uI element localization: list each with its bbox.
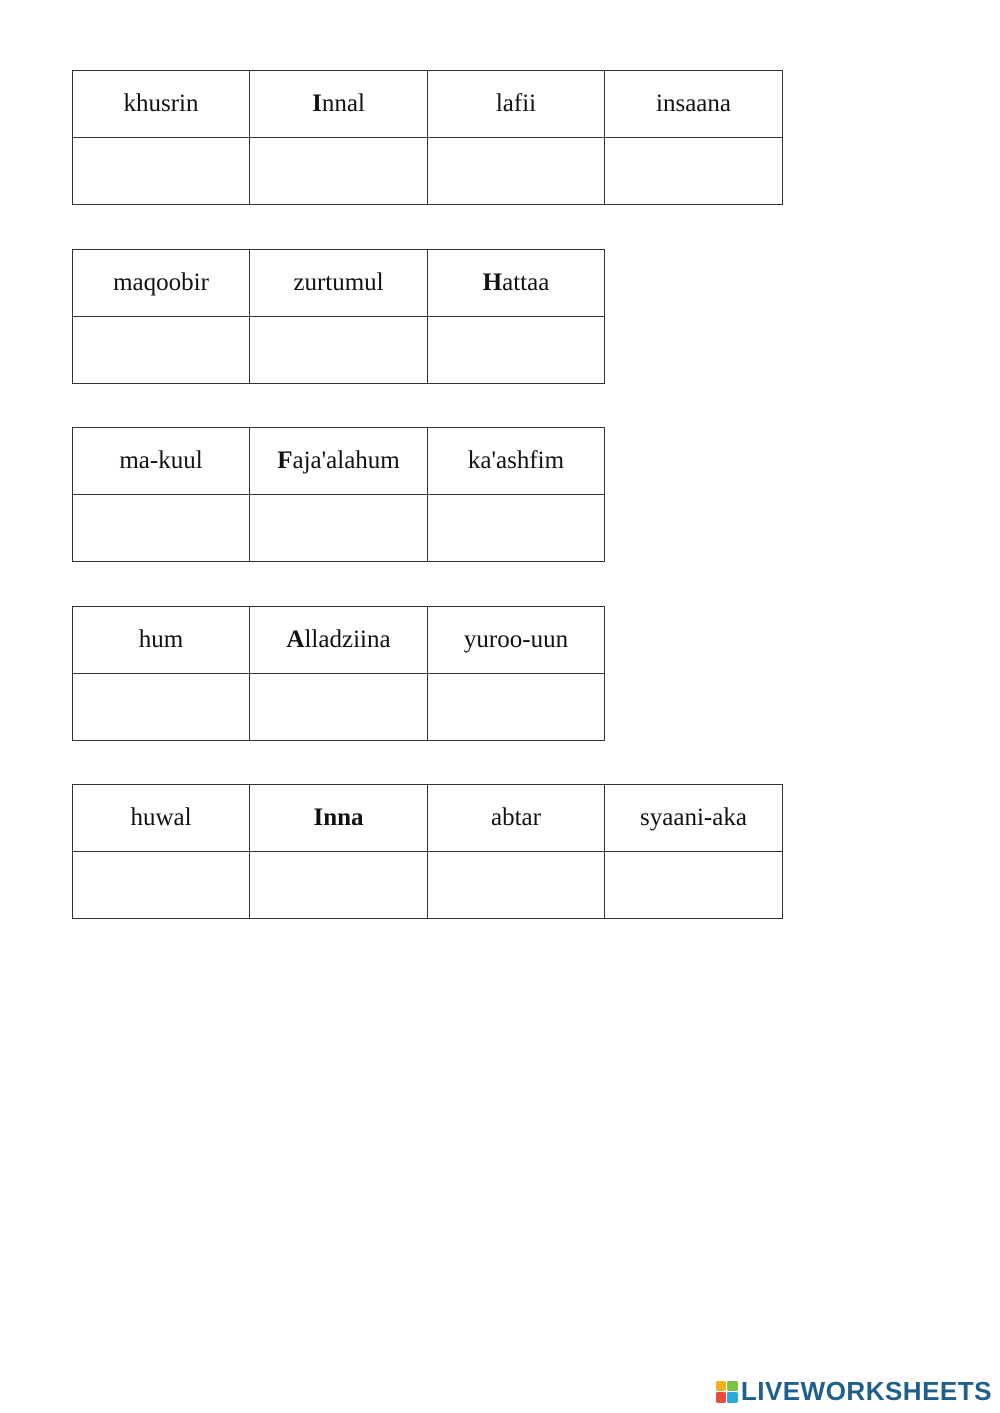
answer-drop-cell[interactable] — [605, 138, 783, 205]
word-row — [73, 785, 783, 852]
word-cell — [605, 71, 783, 138]
answer-drop-cell[interactable] — [428, 495, 605, 562]
logo-square-icon — [716, 1392, 727, 1403]
word-bold-part: Inna — [313, 804, 364, 831]
word-text: abtar — [491, 804, 541, 831]
word-bold-part: I — [312, 90, 322, 117]
word-cell — [250, 250, 428, 317]
word-table-3 — [72, 427, 605, 562]
word-text: lladziina — [304, 626, 391, 653]
logo-square-icon — [727, 1381, 738, 1392]
liveworksheets-logo-icon — [716, 1381, 738, 1403]
word-text: syaani-aka — [640, 804, 747, 831]
answer-row — [73, 852, 783, 919]
answer-drop-cell[interactable] — [428, 317, 605, 384]
word-cell — [605, 785, 783, 852]
word-bold-part: F — [277, 447, 293, 474]
word-text: maqoobir — [113, 269, 209, 296]
answer-drop-cell[interactable] — [250, 317, 428, 384]
answer-row — [73, 317, 605, 384]
answer-drop-cell[interactable] — [605, 852, 783, 919]
word-cell — [73, 785, 250, 852]
answer-drop-cell[interactable] — [250, 674, 428, 741]
word-cell — [428, 785, 605, 852]
logo-square-icon — [716, 1381, 727, 1392]
word-cell — [250, 428, 428, 495]
word-row — [73, 71, 783, 138]
word-text: khusrin — [123, 90, 199, 117]
word-cell — [250, 71, 428, 138]
word-cell — [428, 428, 605, 495]
word-table-1 — [72, 70, 783, 205]
word-bold-part: A — [286, 626, 305, 653]
answer-row — [73, 495, 605, 562]
brand-name: LIVEWORKSHEETS — [740, 1376, 992, 1406]
word-cell — [73, 71, 250, 138]
word-text: ma-kuul — [119, 447, 203, 474]
word-text: yuroo-uun — [463, 626, 569, 653]
word-row — [73, 607, 605, 674]
answer-drop-cell[interactable] — [250, 138, 428, 205]
answer-drop-cell[interactable] — [428, 674, 605, 741]
logo-square-icon — [727, 1392, 738, 1403]
word-row — [73, 250, 605, 317]
word-cell — [428, 250, 605, 317]
word-cell — [73, 428, 250, 495]
word-cell — [250, 785, 428, 852]
word-cell — [73, 607, 250, 674]
word-row — [73, 428, 605, 495]
answer-drop-cell[interactable] — [73, 138, 250, 205]
answer-drop-cell[interactable] — [428, 138, 605, 205]
word-text: hum — [138, 626, 184, 653]
word-cell — [250, 607, 428, 674]
answer-drop-cell[interactable] — [73, 674, 250, 741]
word-text: huwal — [130, 804, 192, 831]
word-text: lafii — [495, 90, 537, 117]
word-cell — [428, 607, 605, 674]
word-table-2 — [72, 249, 605, 384]
answer-row — [73, 674, 605, 741]
word-text: zurtumul — [293, 269, 384, 296]
answer-drop-cell[interactable] — [73, 852, 250, 919]
answer-row — [73, 138, 783, 205]
word-text: insaana — [656, 90, 731, 117]
answer-drop-cell[interactable] — [73, 317, 250, 384]
word-cell — [73, 250, 250, 317]
word-table-5 — [72, 784, 783, 919]
word-text: nnal — [321, 90, 365, 117]
word-cell — [428, 71, 605, 138]
answer-drop-cell[interactable] — [250, 495, 428, 562]
answer-drop-cell[interactable] — [250, 852, 428, 919]
liveworksheets-logo — [716, 1376, 992, 1407]
word-text: aja'alahum — [292, 447, 400, 474]
answer-drop-cell[interactable] — [428, 852, 605, 919]
word-bold-part: H — [482, 269, 503, 296]
word-text: ka'ashfim — [467, 447, 565, 474]
word-table-4 — [72, 606, 605, 741]
word-text: attaa — [502, 269, 550, 296]
answer-drop-cell[interactable] — [73, 495, 250, 562]
